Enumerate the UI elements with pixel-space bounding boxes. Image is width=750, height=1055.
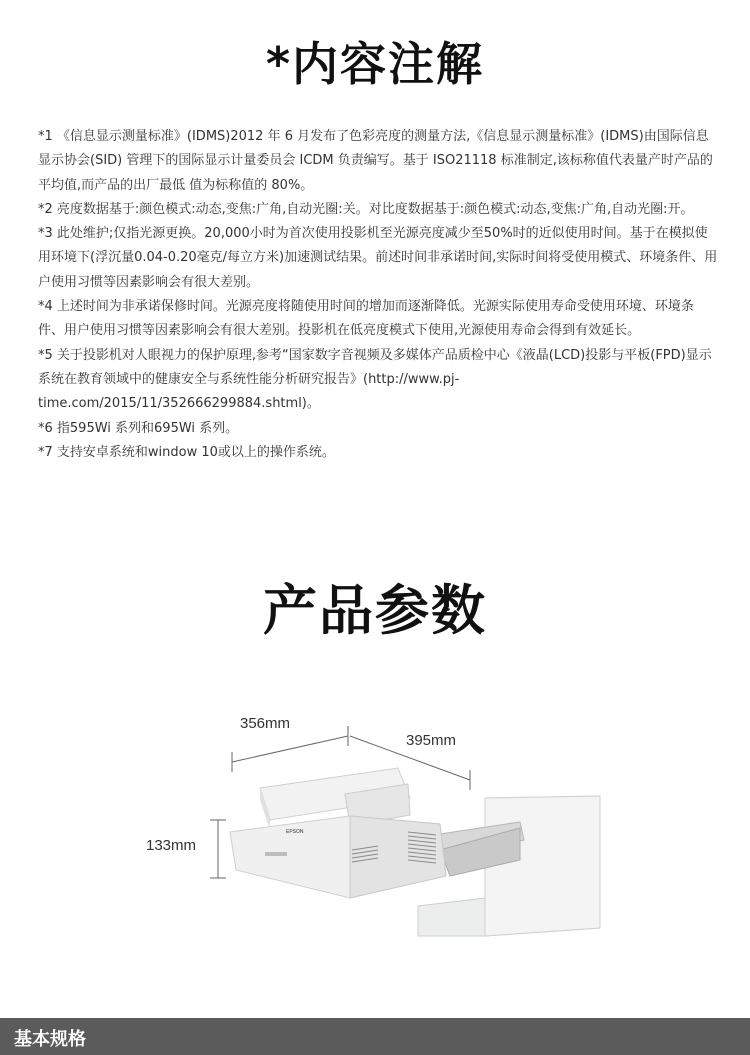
note-4: *4 上述时间为非承诺保修时间。光源亮度将随使用时间的增加而逐渐降低。光源实际使用寿命受使用环境、环境条件、用户使用习惯等因素影响会有很大差别。投影机在低亮度模式下使用,光源使用寿命会得到有效延长。 (38, 299, 694, 339)
dimension-depth: 395mm (406, 732, 457, 749)
note-2: *2 亮度数据基于:颜色模式:动态,变焦:广角,自动光圈:关。对比度数据基于:颜色模式:动态,变焦:广角,自动光圈:开。 (38, 201, 694, 217)
notes-list (38, 125, 718, 465)
note-1: *1 《信息显示测量标准》(IDMS)2012 年 6 月发布了色彩亮度的测量方法,《信息显示测量标准》(IDMS)由国际信息显示协会(SID) 管理下的国际显示计量委员会 ICDM 负责编写。基于 ISO21118 标准制定,该标称值代表量产时产品的平均值,而产品的出厂最低 值为标称值的 80%。 (38, 129, 713, 193)
projector-brand-mark: EPSON (286, 829, 304, 835)
params-title: 产品参数 (263, 579, 487, 642)
section-header-label: 基本规格 (14, 1029, 86, 1050)
section-header-bar (0, 1018, 750, 1055)
dimension-width: 356mm (240, 715, 291, 732)
notes-title: *内容注解 (265, 37, 485, 91)
projector-dimension-figure (140, 700, 620, 950)
note-5: *5 关于投影机对人眼视力的保护原理,参考“国家数字音视频及多媒体产品质检中心《液晶(LCD)投影与平板(FPD)显示系统在教育领域中的健康安全与系统性能分析研究报告》(http://www.pj-time.com/2015/11/352666299884.shtml)。 (38, 347, 712, 412)
note-3: *3 此处维护;仅指光源更换。20,000小时为首次使用投影机至光源亮度减少至50%时的近似使用时间。基于在模拟使用环境下(浮沉量0.04-0.20毫克/每立方米)加速测试结果。前述时间非承诺时间,实际时间将受使用模式、环境条件、用户使用习惯等因素影响会有很大差别。 (38, 226, 718, 290)
note-7: *7 支持安卓系统和window 10或以上的操作系统。 (38, 444, 335, 460)
note-6: *6 指595Wi 系列和695Wi 系列。 (38, 420, 239, 436)
dimension-height: 133mm (146, 837, 197, 854)
projector-illustration (140, 700, 620, 950)
